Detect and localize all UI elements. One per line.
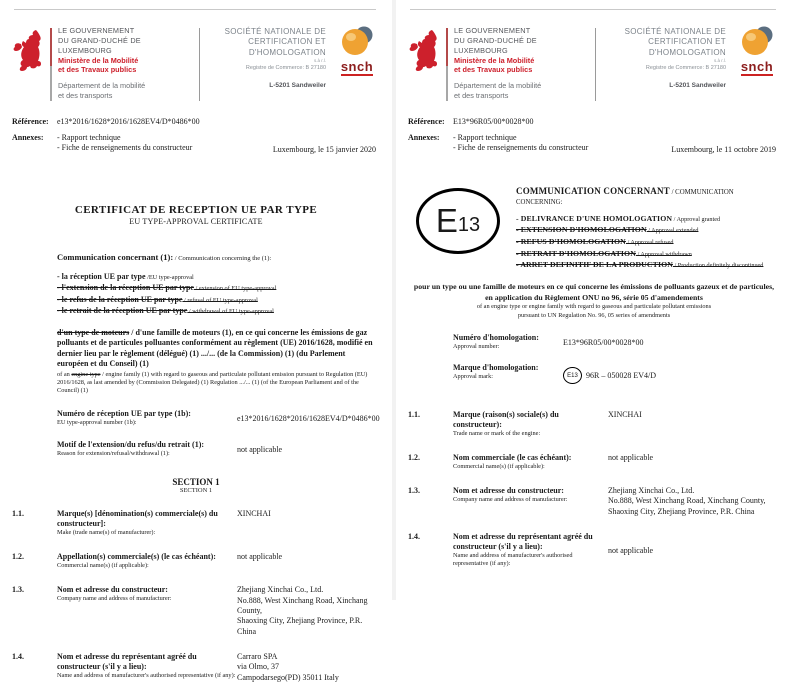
eu-type-approval-certificate-page bbox=[0, 0, 396, 682]
item-label-en: Name and address of manufacturer's authorised representative (if any): bbox=[57, 672, 236, 680]
label-en: EU type-approval number (1b): bbox=[57, 418, 137, 426]
label-fr: Numéro d'homologation: bbox=[453, 333, 539, 343]
snch-name-line: CERTIFICATION ET D'HOMOLOGATION bbox=[248, 37, 326, 57]
item-row-1-3 bbox=[408, 486, 780, 517]
scope-paragraph bbox=[57, 328, 376, 395]
value-line: XINCHAI bbox=[237, 509, 271, 519]
value-line: not applicable bbox=[608, 453, 654, 463]
communication-heading bbox=[516, 186, 780, 206]
reason-label bbox=[57, 440, 237, 457]
e-mark-letter: E bbox=[435, 202, 458, 240]
value-line: not applicable bbox=[608, 546, 654, 556]
item-row-1-2 bbox=[408, 453, 780, 471]
scope-fr-rest: / d'une famille de moteurs (1), en ce qui concerne les émissions de gaz polluants et de particules polluantes conformément au règlement (UE) 2016/1628, modifié en dernier lieu par le règlement (délégué) (1) .../... (de la Commission) (1) (du Parlement européen et du Conseil) (1) bbox=[57, 328, 373, 369]
reference-value: e13*2016/1628*2016/1628EV4/D*0486*00 bbox=[57, 116, 200, 126]
snch-legal-form: s.à r.l. bbox=[713, 58, 726, 64]
annex-line: - Rapport technique bbox=[453, 132, 517, 142]
item-label-fr: Nom et adresse du représentant agréé du constructeur (s'il y a lieu): bbox=[57, 652, 197, 672]
item-value bbox=[237, 585, 380, 637]
item-number: 1.3. bbox=[12, 585, 24, 595]
section-heading-fr: SECTION 1 bbox=[172, 477, 220, 488]
item-label-fr: Nom et adresse du constructeur: bbox=[453, 486, 564, 496]
option-fr: - EXTENSION D'HOMOLOGATION bbox=[516, 225, 647, 235]
option-en: /EU type-approval bbox=[145, 273, 194, 281]
option-fr: - l'extension de la réception UE par type bbox=[57, 283, 194, 293]
item-label-en: Trade name or mark of the engine: bbox=[453, 430, 541, 438]
option-fr: - RETRAIT D'HOMOLOGATION bbox=[516, 248, 636, 258]
snch-city: L-5201 Sandweiler bbox=[669, 82, 726, 90]
reason-row bbox=[57, 440, 380, 457]
item-label bbox=[57, 509, 237, 537]
snch-block bbox=[207, 26, 326, 89]
department-line: Département de la mobilité bbox=[58, 81, 146, 91]
label-en: Approval mark: bbox=[453, 372, 494, 380]
value-line: Zhejiang Xinchai Co., Ltd. bbox=[237, 585, 324, 595]
item-label-fr: Marque (raison(s) sociale(s) du constructeur): bbox=[453, 410, 559, 430]
snch-logo-text: snch bbox=[340, 59, 374, 74]
annexes-label: Annexes: bbox=[12, 132, 44, 142]
option-fr: - le retrait de la réception UE par type bbox=[57, 306, 188, 316]
item-label-fr: Nom commerciale (le cas échéant): bbox=[453, 453, 572, 463]
communication-options-list bbox=[57, 271, 380, 317]
option-fr: - DELIVRANCE D'UNE HOMOLOGATION bbox=[516, 213, 673, 223]
snch-city: L-5201 Sandweiler bbox=[269, 82, 326, 90]
scope-paragraph bbox=[408, 282, 780, 320]
communication-option-struck bbox=[57, 294, 380, 306]
annex-line: - Rapport technique bbox=[57, 132, 121, 142]
annexes-row bbox=[408, 133, 780, 154]
snch-register: Registre de Commerce: B 27180 bbox=[245, 65, 326, 72]
annex-line: - Fiche de renseignements du constructeur bbox=[57, 143, 193, 153]
approval-number-label bbox=[453, 333, 563, 350]
item-label-fr: Nom et adresse du représentant agréé du constructeur (s'il y a lieu): bbox=[453, 532, 593, 552]
item-number: 1.1. bbox=[408, 410, 420, 420]
government-block bbox=[58, 26, 196, 101]
ministry-line: et des Travaux publics bbox=[58, 65, 137, 75]
reference-label: Référence: bbox=[12, 116, 49, 126]
scope-en-pre: of an bbox=[57, 370, 72, 378]
scope-en-line: pursuant to UN Regulation No. 96, 05 series of amendments bbox=[517, 311, 671, 319]
item-value bbox=[237, 509, 380, 537]
gov-line: LE GOUVERNEMENT bbox=[58, 26, 135, 35]
item-row-1-1 bbox=[12, 509, 380, 537]
item-label-en: Commercial name(s) (if applicable): bbox=[453, 463, 545, 471]
approval-mark-value bbox=[563, 363, 780, 384]
option-en: / withdrawal of EU type-approval bbox=[187, 308, 274, 316]
e-mark-number: 13 bbox=[457, 214, 481, 237]
annexes-label: Annexes: bbox=[408, 132, 440, 142]
item-row-1-4 bbox=[408, 532, 780, 568]
option-fr: - REFUS D'HOMOLOGATION bbox=[516, 237, 626, 247]
communication-heading-en: / Communication concerning the (1): bbox=[173, 254, 272, 262]
luxembourg-lion-icon bbox=[408, 28, 442, 72]
document-date: Luxembourg, le 15 janvier 2020 bbox=[272, 144, 376, 154]
certificate-title-fr: CERTIFICAT DE RECEPTION UE PAR TYPE bbox=[74, 203, 318, 216]
item-label bbox=[453, 532, 608, 568]
option-en: / Approval extended bbox=[646, 227, 699, 235]
gov-line: DU GRAND-DUCHÉ DE LUXEMBOURG bbox=[454, 35, 537, 55]
communication-heading-en: / COMMUNICATION CONCERNING: bbox=[516, 188, 734, 206]
approval-number-value: e13*2016/1628*2016/1628EV4/D*0486*00 bbox=[237, 414, 380, 424]
label-fr: Motif de l'extension/du refus/du retrait (1): bbox=[57, 440, 205, 450]
item-label-en: Name and address of manufacturer's authorised representative (if any): bbox=[453, 552, 573, 568]
reference-row bbox=[408, 117, 780, 126]
annexes-row bbox=[12, 133, 380, 154]
label-fr: Numéro de réception UE par type (1b): bbox=[57, 409, 191, 419]
department-line: et des transports bbox=[454, 91, 509, 101]
approval-number-row bbox=[57, 409, 380, 426]
scope-fr-struck: d'un type de moteurs bbox=[57, 328, 130, 338]
approval-number-label bbox=[57, 409, 237, 426]
document-date: Luxembourg, le 11 octobre 2019 bbox=[671, 144, 776, 154]
header-divider-red bbox=[50, 28, 52, 101]
annex-line: - Fiche de renseignements du constructeur bbox=[453, 143, 589, 153]
option-en: / Approval granted bbox=[672, 215, 721, 223]
e13-small-circle-icon: E13 bbox=[563, 367, 582, 384]
header-divider-gray bbox=[595, 28, 596, 101]
communication-options bbox=[516, 184, 780, 271]
label-en: Reason for extension/refusal/withdrawal (1): bbox=[57, 449, 170, 457]
item-row-1-2 bbox=[12, 552, 380, 570]
item-row-1-4 bbox=[12, 652, 380, 683]
communication-option-struck bbox=[57, 305, 380, 317]
option-en: / Production definitely discontinued bbox=[672, 262, 764, 270]
item-number: 1.3. bbox=[408, 486, 420, 496]
snch-legal-form: s.à r.l. bbox=[313, 58, 326, 64]
approval-number-value: E13*96R05/00*0028*00 bbox=[563, 338, 644, 348]
government-block bbox=[454, 26, 592, 101]
value-line: Carraro SPA bbox=[237, 652, 278, 662]
scope-fr-line: pour un type ou une famille de moteurs en ce qui concerne les émissions de polluants gazeux et de particules, bbox=[413, 282, 775, 292]
scan-edge-line bbox=[14, 9, 376, 10]
reference-row bbox=[12, 117, 380, 126]
scope-en-struck: engine type bbox=[71, 370, 101, 378]
item-label-en: Commercial name(s) (if applicable): bbox=[57, 562, 149, 570]
scan-edge-line bbox=[410, 9, 776, 10]
option-fr: - le refus de la réception UE par type bbox=[57, 294, 183, 304]
item-row-1-3 bbox=[12, 585, 380, 637]
label-fr: Marque d'homologation: bbox=[453, 363, 539, 373]
option-en: / extension of EU type-approval bbox=[193, 285, 277, 293]
approval-number-row bbox=[453, 333, 780, 350]
item-value bbox=[608, 453, 780, 471]
item-label bbox=[453, 486, 608, 517]
value-line: XINCHAI bbox=[608, 410, 642, 420]
approval-mark-row bbox=[453, 363, 780, 384]
item-value bbox=[608, 532, 780, 568]
ministry-line: Ministère de la Mobilité bbox=[58, 55, 139, 65]
value-line: No.888, West Xinchang Road, Xinchang County, bbox=[237, 595, 368, 615]
snch-logo-text: snch bbox=[740, 59, 774, 74]
option-fr: - la réception UE par type bbox=[57, 271, 146, 281]
item-label bbox=[57, 585, 237, 637]
value-line: No.888, West Xinchang Road, Xinchang County, bbox=[608, 496, 766, 506]
item-value bbox=[237, 552, 380, 570]
value-line: via Olmo, 37 bbox=[237, 662, 279, 672]
e13-approval-mark-icon bbox=[416, 188, 500, 254]
communication-option bbox=[516, 213, 780, 225]
snch-register: Registre de Commerce: B 27180 bbox=[645, 65, 726, 72]
item-number: 1.4. bbox=[408, 532, 420, 542]
snch-logo bbox=[334, 26, 380, 76]
scope-en-rest: / engine family (1) with regard to gaseous and particulate pollutant emission pursuant to Regulation (EU) 2016/1628, as last amended by (Commission Delegated) (1) Regulation .../... (1) (of the European Parliament and of the Council) (1) bbox=[57, 370, 368, 394]
department-line: Département de la mobilité bbox=[454, 81, 542, 91]
item-number: 1.2. bbox=[408, 453, 420, 463]
ministry-line: Ministère de la Mobilité bbox=[454, 55, 535, 65]
communication-option-struck bbox=[57, 282, 380, 294]
letterhead bbox=[12, 26, 380, 101]
snch-logo bbox=[734, 26, 780, 76]
item-label-en: Make (trade name(s) of manufacturer): bbox=[57, 529, 156, 537]
option-en: / refusal of EU type-approval bbox=[182, 296, 258, 304]
approval-mark-label bbox=[453, 363, 563, 384]
item-value bbox=[237, 652, 380, 683]
approval-mark-text: 96R – 050028 EV4/D bbox=[586, 371, 656, 381]
option-fr: - ARRET DEFINITIF DE LA PRODUCTION bbox=[516, 260, 673, 270]
gov-line: LE GOUVERNEMENT bbox=[454, 26, 531, 35]
item-number: 1.2. bbox=[12, 552, 24, 562]
item-label bbox=[453, 453, 608, 471]
snch-name-line: SOCIÉTÉ NATIONALE DE bbox=[624, 27, 726, 36]
item-number: 1.4. bbox=[12, 652, 24, 662]
item-label bbox=[57, 652, 237, 683]
luxembourg-lion-icon bbox=[12, 28, 46, 72]
snch-sphere-icon bbox=[337, 26, 377, 58]
value-line: not applicable bbox=[237, 552, 283, 562]
department-line: et des transports bbox=[58, 91, 113, 101]
label-en: Approval number: bbox=[453, 342, 500, 350]
scope-en-line: of an engine type or engine family with regard to gaseous and particulate pollutant emissions bbox=[476, 303, 712, 311]
annex-lines bbox=[453, 133, 588, 154]
snch-name-line: CERTIFICATION ET D'HOMOLOGATION bbox=[648, 37, 726, 57]
snch-block bbox=[603, 26, 726, 89]
item-label bbox=[57, 552, 237, 570]
reason-value: not applicable bbox=[237, 445, 283, 455]
item-label-fr: Marque(s) [dénomination(s) commerciale(s) du constructeur]: bbox=[57, 509, 218, 529]
scope-fr-line: en application du Règlement ONU no 96, série 05 d'amendements bbox=[485, 292, 703, 302]
communication-option-struck bbox=[516, 248, 780, 260]
header-divider-gray bbox=[199, 28, 200, 101]
item-label-en: Company name and address of manufacturer: bbox=[453, 496, 568, 504]
communication-option-struck bbox=[516, 259, 780, 271]
reference-value: E13*96R05/00*0028*00 bbox=[453, 116, 534, 126]
certificate-title-en: EU TYPE-APPROVAL CERTIFICATE bbox=[129, 216, 263, 226]
header-divider-red bbox=[446, 28, 448, 101]
communication-heading-fr: COMMUNICATION CONCERNANT bbox=[516, 185, 670, 196]
item-label-fr: Appellation(s) commerciale(s) (le cas échéant): bbox=[57, 552, 216, 562]
communication-block bbox=[416, 184, 780, 271]
annex-lines bbox=[57, 133, 192, 154]
snch-sphere-icon bbox=[737, 26, 777, 58]
value-line: Campodarsego(PD) 35011 Italy bbox=[237, 672, 339, 682]
item-label-fr: Nom et adresse du constructeur: bbox=[57, 585, 168, 595]
value-line: Shaoxing City, Zhejiang Province, P.R. China bbox=[237, 616, 363, 636]
reference-label: Référence: bbox=[408, 116, 445, 126]
section-heading-en: SECTION 1 bbox=[179, 487, 213, 495]
communication-option bbox=[57, 271, 380, 283]
snch-name-line: SOCIÉTÉ NATIONALE DE bbox=[224, 27, 326, 36]
option-en: / Approval refused bbox=[625, 239, 674, 247]
value-line: Shaoxing City, Zhejiang Province, P.R. China bbox=[608, 506, 755, 516]
scope-paragraph-en bbox=[57, 371, 376, 396]
scope-paragraph-fr bbox=[57, 328, 376, 370]
communication-heading bbox=[57, 252, 380, 262]
item-value bbox=[608, 486, 780, 517]
value-line: Zhejiang Xinchai Co., Ltd. bbox=[608, 486, 695, 496]
communication-option-struck bbox=[516, 236, 780, 248]
item-value bbox=[608, 410, 780, 438]
item-number: 1.1. bbox=[12, 509, 24, 519]
communication-option-struck bbox=[516, 224, 780, 236]
communication-heading-fr: Communication concernant (1): bbox=[57, 251, 174, 262]
letterhead bbox=[408, 26, 780, 101]
option-en: / Approval withdrawn bbox=[635, 250, 692, 258]
un-r96-communication-page bbox=[396, 0, 792, 600]
ministry-line: et des Travaux publics bbox=[454, 65, 533, 75]
gov-line: DU GRAND-DUCHÉ DE LUXEMBOURG bbox=[58, 35, 141, 55]
item-row-1-1 bbox=[408, 410, 780, 438]
item-label bbox=[453, 410, 608, 438]
item-label-en: Company name and address of manufacturer: bbox=[57, 595, 172, 603]
